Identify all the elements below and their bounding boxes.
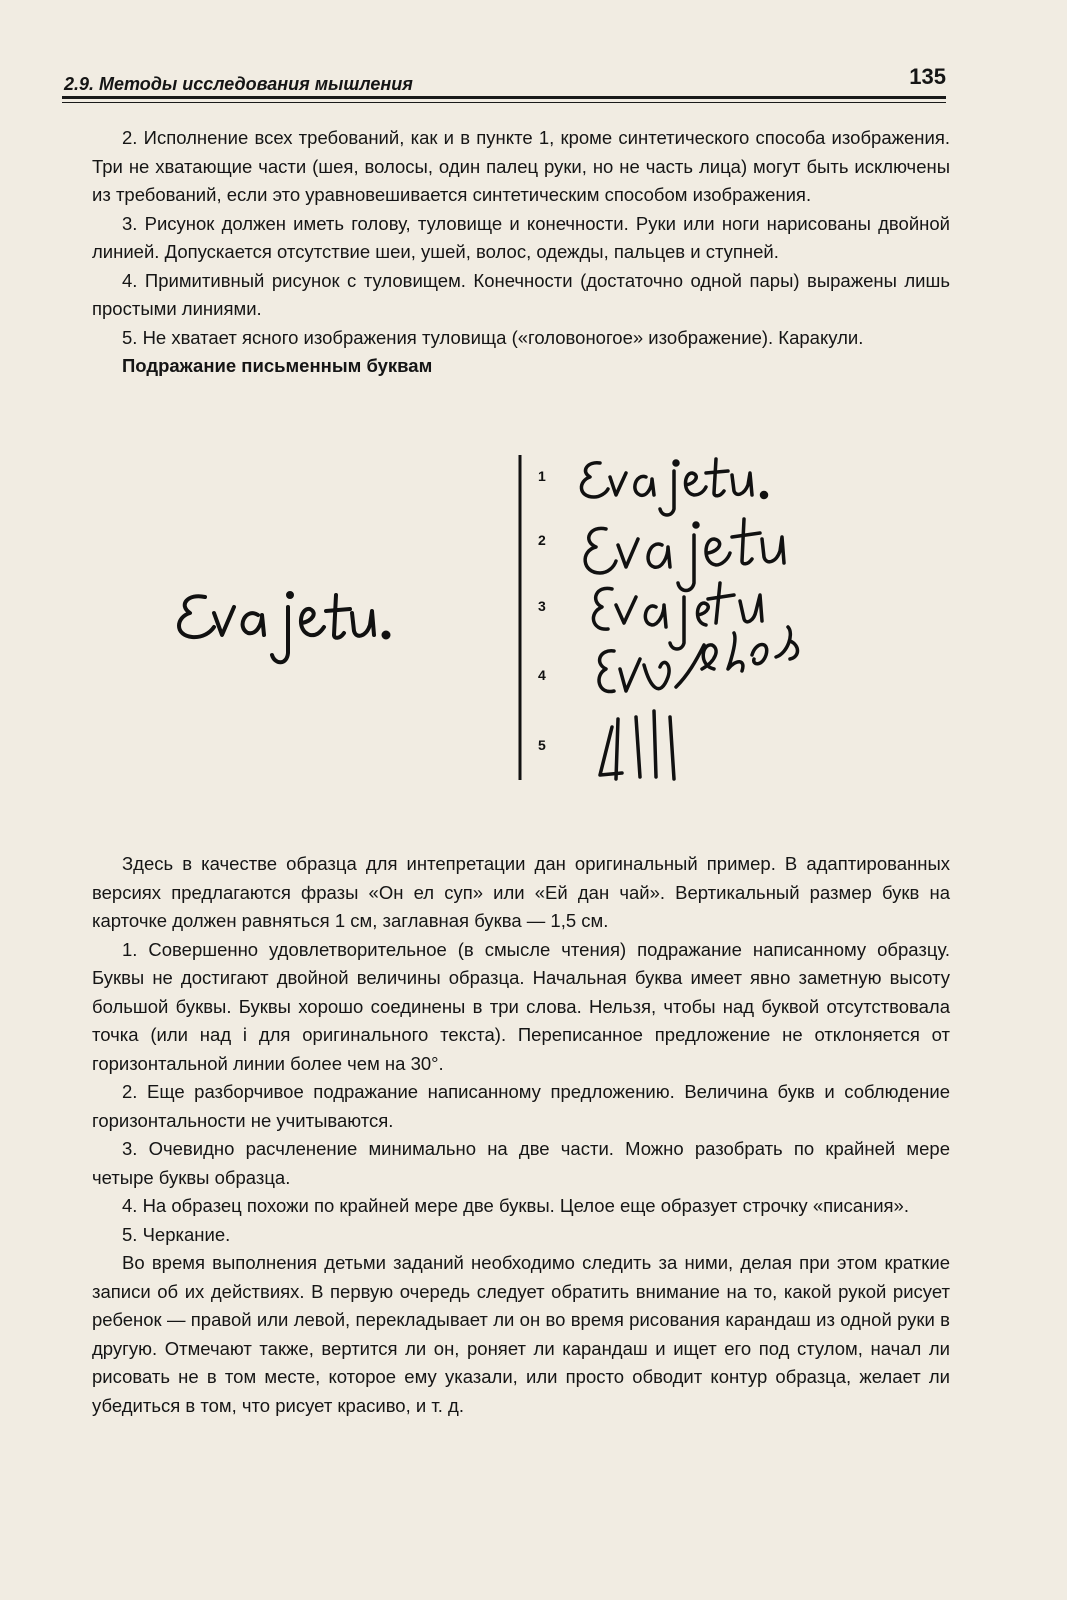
paragraph-level-2: 2. Еще разборчивое подражание написанному предложению. Величина букв и соблюдение горизонтальности не учитываются. — [92, 1081, 950, 1131]
handwriting-samples — [0, 455, 1067, 805]
page-header — [62, 62, 946, 102]
paragraph-criterion-5: 5. Не хватает ясного изображения туловища («головоногое» изображение). Каракули. — [122, 326, 864, 348]
handwriting-sample-2 — [585, 519, 784, 591]
running-head: 2.9. Методы исследования мышления — [64, 74, 413, 94]
handwriting-sample-5 — [600, 711, 674, 779]
row-number-5: 5 — [538, 737, 546, 753]
row-number-1: 1 — [538, 468, 546, 484]
paragraph-level-5: 5. Черкание. — [122, 1223, 231, 1245]
paragraph-criterion-4: 4. Примитивный рисунок с туловищем. Конечности (достаточно одной пары) выражены лишь простыми линиями. — [92, 269, 950, 319]
header-rule-thick — [62, 96, 946, 99]
section-heading: Подражание письменным буквам — [122, 355, 433, 376]
paragraph-intro: Здесь в качестве образца для интепретации дан оригинальный пример. В адаптированных версиях предлагаются фразы «Он ел суп» или «Ей дан чай». Вертикальный размер букв на карточке должен равняться 1 см, заглавная буква — 1,5 см. — [92, 853, 950, 931]
paragraph-observation: Во время выполнения детьми заданий необходимо следить за ними, делая при этом краткие записи об их действиях. В первую очередь следует обратить внимание на то, какой рукой рисует ребенок — правой или левой, перекладывает ли он во время рисования карандаш из одной руки в другую. Отмечают также, вертится ли он, роняет ли карандаш и ищет его под стулом, начал ли рисовать не в том месте, которое ему указали, или просто обводит контур образца, желает ли убедиться в том, что рисует красиво, и т. д. — [92, 1252, 950, 1416]
handwriting-sample-1 — [581, 459, 766, 515]
handwriting-sample-4 — [599, 627, 797, 692]
paragraph-level-1: 1. Совершенно удовлетворительное (в смысле чтения) подражание написанному образцу. Буквы не достигают двойной величины образца. Начальная буква имеет явно заметную высоту большой буквы. Буквы хорошо соединены в три слова. Нельзя, чтобы над буквой отсутствовала точка (или над i для оригинального текста). Переписанное предложение не отклоняется от горизонтальной линии более чем на 30°. — [92, 938, 950, 1074]
handwriting-figure — [0, 455, 1067, 805]
paragraph-level-4: 4. На образец похожи по крайней мере две буквы. Целое еще образует строчку «писания». — [122, 1195, 909, 1216]
top-text-block — [92, 124, 950, 381]
row-number-3: 3 — [538, 598, 546, 614]
paragraph-level-3: 3. Очевидно расчленение минимально на две части. Можно разобрать по крайней мере четыре буквы образца. — [92, 1138, 950, 1188]
paragraph-criterion-3: 3. Рисунок должен иметь голову, туловище и конечности. Руки или ноги нарисованы двойной линией. Допускается отсутствие шеи, ушей, волос, одежды, пальцев и ступней. — [92, 212, 950, 262]
paragraph-criterion-2: 2. Исполнение всех требований, как и в пункте 1, кроме синтетического способа изображения. Три не хватающие части (шея, волосы, один палец руки, но не часть лица) могут быть исключены из требований, если это уравновешивается синтетическим способом изображения. — [92, 127, 950, 205]
row-number-2: 2 — [538, 532, 546, 548]
header-rule-thin — [62, 102, 946, 103]
sample-handwriting — [179, 593, 389, 662]
page-number: 135 — [909, 64, 946, 89]
row-number-4: 4 — [538, 667, 546, 683]
handwriting-sample-3 — [593, 583, 762, 649]
bottom-text-block — [92, 850, 950, 1420]
